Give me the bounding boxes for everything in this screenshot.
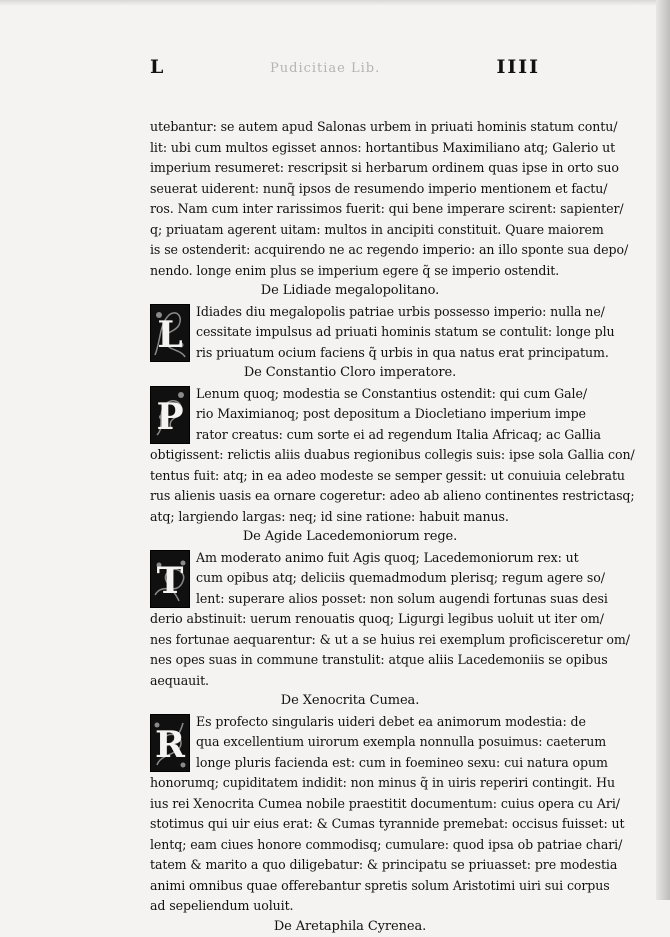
decorated-initial: R [150,714,190,772]
decorated-initial: P [150,386,190,444]
text-block [150,117,550,937]
section-heading: De Lidiade megalopolitano. [150,281,550,302]
page-top-shadow [0,0,670,6]
text-line: nendo. longe enim plus se imperium egere q̃ se imperio ostendit. [150,261,550,282]
text-line: derio abstinuit: uerum renouatis quoq; Ligurgi legibus uoluit ut iter om/ [150,609,550,630]
text-line: rus alienis uasis ea ornare cogeretur: adeo ab alieno continentes restrictasq; [150,486,550,507]
text-line: animi omnibus quae offerebantur spretis solum Aristotimi uiri sui corpus [150,876,550,897]
folio-number: IIII [496,56,540,78]
text-line: rator creatus: cum sorte ei ad regendum Italia Africaq; ac Gallia [150,425,550,446]
text-line: qua excellentium uirorum exempla nonnulla posuimus: caeterum [150,732,550,753]
section-heading: De Aretaphila Cyrenea. [150,917,550,937]
paragraph-agis [150,548,550,692]
text-line: seuerat uiderent: nunq̃ ipsos de resumendo imperio mentionem et factu/ [150,179,550,200]
text-line: cum opibus atq; deliciis quemadmodum plerisq; regum agere so/ [150,568,550,589]
paragraph-constantius [150,384,550,528]
paragraph-lidiades [150,302,550,364]
text-line: cessitate impulsus ad priuati hominis statum se contulit: longe plu [150,322,550,343]
section-heading: De Xenocrita Cumea. [150,691,550,712]
text-line: Lenum quoq; modestia se Constantius ostendit: qui cum Gale/ [150,384,550,405]
page-edge [656,0,670,900]
text-line: lit: ubi cum multos egisset annos: hortantibus Maximiliano atq; Galerio ut [150,138,550,159]
text-line: stotimus qui uir eius erat: & Cumas tyrannide premebat: occisus fuisset: ut [150,814,550,835]
decorated-initial: T [150,550,190,608]
text-line: tentus fuit: atq; in ea adeo modeste se semper gessit: ut conuiuia celebratu [150,466,550,487]
text-line: rio Maximianoq; post depositum a Diocletiano imperium impe [150,404,550,425]
running-head [150,56,550,86]
text-line: tatem & marito a quo diligebatur: & principatu se priuasset: pre modestia [150,855,550,876]
text-line: honorumq; cupiditatem indidit: non minus q̃ in uiris reperiri contingit. Hu [150,773,550,794]
text-line: aequauit. [150,671,550,692]
text-line: is se ostenderit: acquirendo ne ac regendo imperio: an illo sponte sua depo/ [150,240,550,261]
text-line: lent: superare alios posset: non solum augendi fortunas suas desi [150,589,550,610]
text-line: longe pluris facienda est: cum in foemineo sexu: cui natura opum [150,753,550,774]
text-line: atq; largiendo largas: neq; id sine ratione: habuit manus. [150,507,550,528]
text-line: nes opes suas in commune transtulit: atque aliis Lacedemoniis se opibus [150,650,550,671]
section-heading: De Constantio Cloro imperatore. [150,363,550,384]
running-head-left: L [150,56,163,78]
text-line: Idiades diu megalopolis patriae urbis possesso imperio: nulla ne/ [150,302,550,323]
text-line: ad sepeliendum uoluit. [150,896,550,917]
text-line: obtigissent: relictis aliis duabus regionibus collegis suis: ipse sola Gallia con/ [150,445,550,466]
decorated-initial: L [150,304,190,362]
text-line: ius rei Xenocrita Cumea nobile praestitit documentum: cuius opera cu Ari/ [150,794,550,815]
text-line: nes fortunae aequarentur: & ut a se huius rei exemplum proficisceretur om/ [150,630,550,651]
text-line: ros. Nam cum inter rarissimos fuerit: qui bene imperare scirent: sapienter/ [150,199,550,220]
text-line: imperium resumeret: rescripsit si herbarum ordinem quas ipse in orto suo [150,158,550,179]
text-line: q; priuatam agerent uitam: multos in ancipiti constituit. Quare maiorem [150,220,550,241]
text-line: Es profecto singularis uideri debet ea animorum modestia: de [150,712,550,733]
section-heading: De Agide Lacedemoniorum rege. [150,527,550,548]
running-head-center: Pudicitiae Lib. [270,61,380,76]
paragraph-diocletian [150,117,550,281]
text-line: lentq; eam ciues honore commodisq; cumulare: quod ipsa ob patriae chari/ [150,835,550,856]
text-line: Am moderato animo fuit Agis quoq; Lacedemoniorum rex: ut [150,548,550,569]
paragraph-xenocrita [150,712,550,917]
text-line: utebantur: se autem apud Salonas urbem in priuati hominis statum contu/ [150,117,550,138]
text-line: ris priuatum ocium faciens q̃ urbis in qua natus erat principatum. [150,343,550,364]
